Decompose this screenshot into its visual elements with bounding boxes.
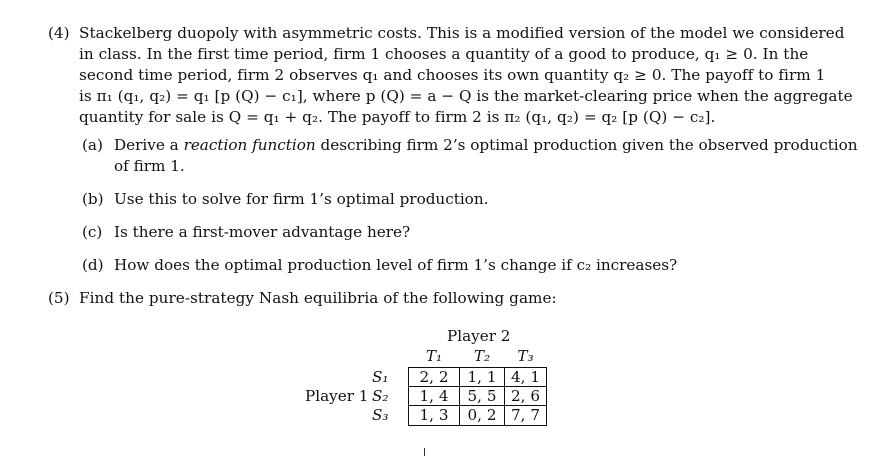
col-strategy-t2: T₂ xyxy=(473,347,491,365)
problem-4-line-4: is π₁ (q₁, q₂) = q₁ [p (Q) − c₁], where p (Q) = a − Q is the market-clearing price when the aggregate xyxy=(79,87,853,105)
payoff-cell: 2, 2 xyxy=(419,368,449,386)
payoff-cell: 1, 1 xyxy=(467,368,497,386)
problem-5-number: (5) xyxy=(48,289,70,307)
problem-4-line-1: Stackelberg duopoly with asymmetric costs. This is a modified version of the model we considered xyxy=(79,24,845,42)
part-a-text xyxy=(114,135,858,155)
part-d-label: (d) xyxy=(82,256,104,274)
problem-4-number: (4) xyxy=(48,24,70,42)
row-strategy-s3: S₃ xyxy=(372,406,389,424)
part-b-label: (b) xyxy=(82,190,104,208)
row-player-label: Player 1 xyxy=(305,387,369,405)
column-player-label: Player 2 xyxy=(447,327,511,345)
payoff-cell: 1, 4 xyxy=(419,387,449,405)
col-strategy-t3: T₃ xyxy=(517,347,534,365)
payoff-cell: 0, 2 xyxy=(467,406,497,424)
part-b-text: Use this to solve for firm 1’s optimal production. xyxy=(114,190,489,208)
table-right-border xyxy=(546,367,547,426)
page-number-mark xyxy=(424,448,425,456)
part-c-text: Is there a first-mover advantage here? xyxy=(114,223,411,241)
part-a-emphasis: reaction function xyxy=(183,136,316,154)
row-strategy-s1: S₁ xyxy=(372,368,389,386)
problem-4-line-3: second time period, firm 2 observes q₁ and chooses its own quantity q₂ ≥ 0. The payoff to firm 1 xyxy=(79,66,826,84)
payoff-cell: 2, 6 xyxy=(511,387,540,405)
part-a-pre: Derive a xyxy=(114,136,184,154)
part-d-text: How does the optimal production level of firm 1’s change if c₂ increases? xyxy=(114,256,678,274)
problem-4-line-5: quantity for sale is Q = q₁ + q₂. The payoff to firm 2 is π₂ (q₁, q₂) = q₂ [p (Q) − c₂]. xyxy=(79,108,716,126)
table-bottom-border xyxy=(408,425,547,426)
problem-5-text: Find the pure-strategy Nash equilibria of the following game: xyxy=(79,289,557,307)
payoff-cell: 5, 5 xyxy=(467,387,497,405)
problem-4-line-2: in class. In the first time period, firm 1 chooses a quantity of a good to produce, q₁ ≥ 0. In the xyxy=(79,45,809,63)
part-c-label: (c) xyxy=(82,223,103,241)
part-a-continuation: of firm 1. xyxy=(114,157,185,175)
payoff-cell: 1, 3 xyxy=(419,406,449,424)
part-a-post: describing firm 2’s optimal production given the observed production xyxy=(315,136,858,154)
payoff-cell: 4, 1 xyxy=(511,368,540,386)
row-strategy-s2: S₂ xyxy=(372,387,389,405)
payoff-cell: 7, 7 xyxy=(511,406,540,424)
col-strategy-t1: T₁ xyxy=(425,347,443,365)
part-a-label: (a) xyxy=(82,136,103,154)
